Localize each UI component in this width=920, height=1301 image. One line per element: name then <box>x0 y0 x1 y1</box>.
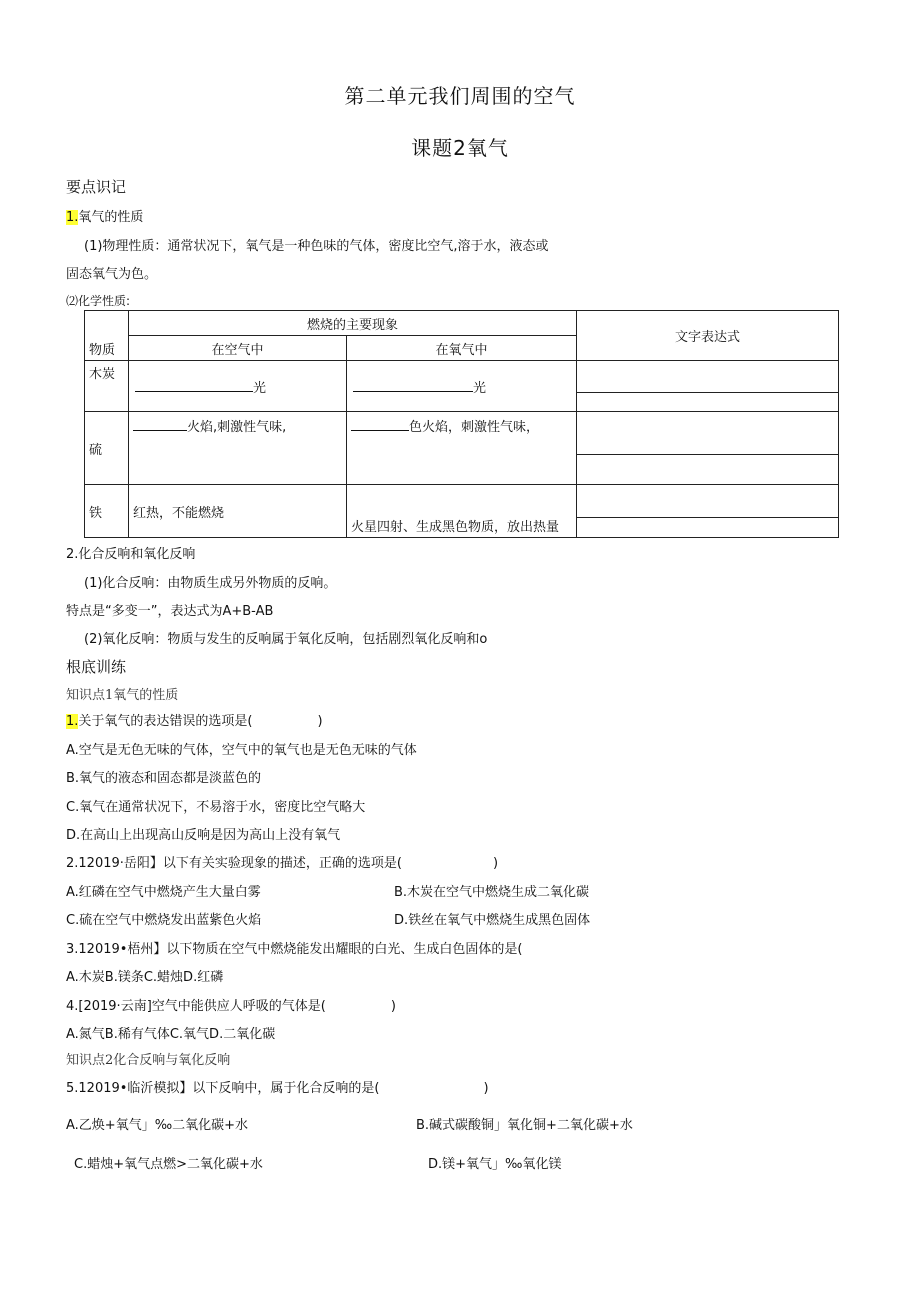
answer-blank[interactable] <box>135 379 253 392</box>
knowledge-point-1: 知识点1氧气的性质 <box>66 688 179 703</box>
question-5-option-d[interactable]: D.镁+氧气」‰氧化镁 <box>428 1157 562 1172</box>
question-4-text: 4.[2019·云南]空气中能供应人呼吸的气体是( ) <box>66 999 396 1014</box>
iron-in-air-cell: 红热，不能燃烧 <box>129 485 347 538</box>
question-4-options[interactable]: A.氮气B.稀有气体C.氧气D.二氧化碳 <box>66 1027 276 1042</box>
charcoal-air-text: 光 <box>253 380 267 396</box>
charcoal-expression-cell[interactable] <box>577 361 839 412</box>
question-5-text: 5.12019•临沂模拟】以下反响中，属于化合反响的是( ) <box>66 1081 489 1096</box>
table-row-sulfur: 硫 <box>85 412 129 485</box>
unit-title: 第二单元我们周围的空气 <box>344 84 576 108</box>
table-header-in-air: 在空气中 <box>129 336 347 361</box>
question-1-option-b[interactable]: B.氧气的液态和固态都是淡蓝色的 <box>66 771 262 786</box>
table-header-expression: 文字表达式 <box>577 311 839 361</box>
knowledge-point-2: 知识点2化合反响与氧化反响 <box>66 1053 231 1068</box>
iron-expression-cell[interactable] <box>577 485 839 538</box>
key-point-1-title: 氧气的性质 <box>78 210 144 225</box>
question-1-option-a[interactable]: A.空气是无色无味的气体，空气中的氧气也是无色无味的气体 <box>66 743 417 758</box>
charcoal-in-oxygen-cell <box>347 361 577 412</box>
key-point-1 <box>66 206 143 225</box>
sulfur-in-air-cell <box>129 412 347 485</box>
question-2-option-c[interactable]: C.硫在空气中燃烧发出蓝紫色火焰 <box>66 913 262 928</box>
physical-properties-line2: 固态氧气为色。 <box>66 267 158 282</box>
training-heading: 根底训练 <box>66 658 127 676</box>
sulfur-expression-cell[interactable] <box>577 412 839 485</box>
table-header-substance: 物质 <box>85 311 129 361</box>
question-1-option-c[interactable]: C.氧气在通常状况下，不易溶于水，密度比空气略大 <box>66 800 366 815</box>
question-1-number: 1. <box>66 714 79 729</box>
question-5-option-a[interactable]: A.乙焕+氧气」‰二氧化碳+水 <box>66 1118 249 1133</box>
key-point-1-number: 1. <box>66 210 79 225</box>
combination-feature: 特点是“多变一”，表达式为A+B-AB <box>66 604 274 619</box>
answer-blank[interactable] <box>353 379 473 392</box>
chemical-properties-label: ⑵化学性质: <box>66 294 131 308</box>
question-1 <box>66 710 323 729</box>
question-3-text: 3.12019•梧州】以下物质在空气中燃烧能发出耀眼的白光、生成白色固体的是( <box>66 942 523 957</box>
chemical-properties-table <box>84 310 839 538</box>
key-points-heading: 要点识记 <box>66 178 127 196</box>
table-row-iron: 铁 <box>85 485 129 538</box>
sulfur-in-oxygen-cell <box>347 412 577 485</box>
question-2-option-b[interactable]: B.木炭在空气中燃烧生成二氧化碳 <box>394 885 590 900</box>
key-point-2-title: 2.化合反响和氧化反响 <box>66 547 196 562</box>
question-5-option-c[interactable]: C.蜡烛+氧气点燃>二氧化碳+水 <box>74 1157 263 1172</box>
question-2-option-a[interactable]: A.红磷在空气中燃烧产生大量白雾 <box>66 885 261 900</box>
sulfur-oxygen-text: 色火焰，刺激性气味， <box>409 420 540 435</box>
question-2-text: 2.12019·岳阳】以下有关实验现象的描述，正确的选项是( ) <box>66 856 499 871</box>
iron-in-oxygen-cell: 火星四射、生成黑色物质，放出热量 <box>347 485 577 538</box>
question-2-option-d[interactable]: D.铁丝在氧气中燃烧生成黑色固体 <box>394 913 591 928</box>
sulfur-air-text: 火焰,刺激性气味, <box>187 420 287 435</box>
question-3-options[interactable]: A.木炭B.镁条C.蜡烛D.红磷 <box>66 970 224 985</box>
table-header-in-oxygen: 在氧气中 <box>347 336 577 361</box>
question-5-option-b[interactable]: B.碱式碳酸铜」氧化铜+二氧化碳+水 <box>416 1118 633 1133</box>
question-1-option-d[interactable]: D.在高山上出现高山反响是因为高山上没有氧气 <box>66 828 341 843</box>
combination-reaction: (1)化合反响：由物质生成另外物质的反响。 <box>84 576 337 591</box>
charcoal-in-air-cell <box>129 361 347 412</box>
question-1-text: 关于氧气的表达错误的选项是( ) <box>78 714 323 729</box>
charcoal-oxygen-text: 光 <box>473 380 487 396</box>
answer-blank[interactable] <box>351 418 409 431</box>
table-row-charcoal: 木炭 <box>85 361 129 412</box>
table-header-phenomena: 燃烧的主要现象 <box>129 311 577 336</box>
oxidation-reaction: (2)氧化反响：物质与发生的反响属于氧化反响，包括剧烈氧化反响和o <box>84 632 488 647</box>
lesson-title: 课题2氧气 <box>411 136 509 160</box>
answer-blank[interactable] <box>133 418 187 431</box>
physical-properties-line1: (1)物理性质：通常状况下，氧气是一种色味的气体，密度比空气,溶于水，液态或 <box>84 239 549 254</box>
